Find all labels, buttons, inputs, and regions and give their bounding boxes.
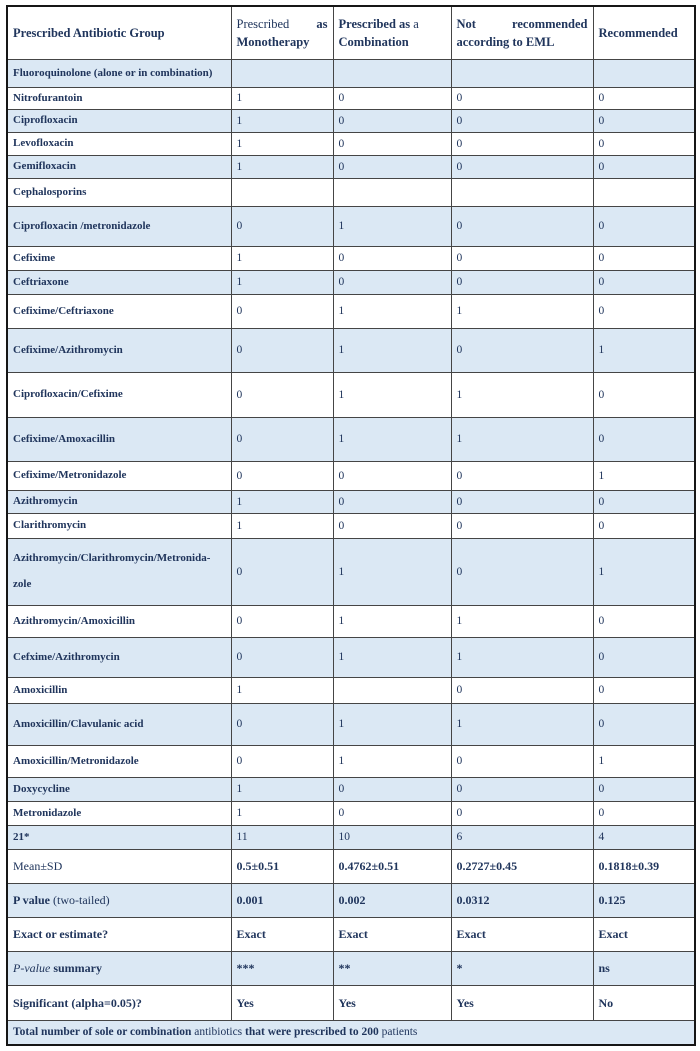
cell-recommended: 0 — [593, 133, 695, 156]
table-row — [7, 271, 695, 295]
header-recommended: Recommended — [593, 6, 695, 60]
cell-not-recommended: 0 — [451, 110, 593, 133]
cell-antibiotic-name: Azithromycin — [7, 491, 231, 514]
cell-antibiotic-name: 21* — [7, 826, 231, 850]
cell-monotherapy: Yes — [231, 986, 333, 1021]
cell-not-recommended: 0 — [451, 88, 593, 110]
cell-not-recommended: 0 — [451, 802, 593, 826]
header-combination — [333, 6, 451, 60]
cell-recommended: 0 — [593, 156, 695, 179]
stat-label-italic: P-value — [13, 961, 51, 975]
cell-monotherapy: Exact — [231, 918, 333, 952]
table-row — [7, 539, 695, 606]
header-row — [7, 6, 695, 60]
cell-monotherapy: 0 — [231, 207, 333, 247]
cell-recommended: 0 — [593, 207, 695, 247]
cell-stat-label — [7, 952, 231, 986]
cell-monotherapy: 1 — [231, 110, 333, 133]
table-row — [7, 704, 695, 746]
table-row — [7, 373, 695, 418]
stat-label-regular: (two-tailed) — [53, 893, 110, 907]
cell-monotherapy: 0 — [231, 704, 333, 746]
cell-combination: 0 — [333, 778, 451, 802]
table-row — [7, 491, 695, 514]
cell-not-recommended: 0 — [451, 247, 593, 271]
table-row — [7, 462, 695, 491]
cell-antibiotic-name: Ciprofloxacin — [7, 110, 231, 133]
cell-footer-total — [7, 1021, 695, 1046]
cell-recommended: 1 — [593, 329, 695, 373]
cell-not-recommended: 0 — [451, 156, 593, 179]
footer-text-bold: Total number of sole or combination — [13, 1026, 192, 1039]
cell-antibiotic-name: Cefixime/Metronidazole — [7, 462, 231, 491]
cell-monotherapy: 0 — [231, 539, 333, 606]
cell-combination — [333, 179, 451, 207]
cell-recommended: 4 — [593, 826, 695, 850]
cell-not-recommended: 0 — [451, 271, 593, 295]
cell-antibiotic-name: Cefixime — [7, 247, 231, 271]
cell-combination: 0.4762±0.51 — [333, 850, 451, 884]
header-antibiotic-group: Prescribed Antibiotic Group — [7, 6, 231, 60]
cell-combination: 0 — [333, 88, 451, 110]
cell-monotherapy: 1 — [231, 514, 333, 539]
cell-combination: 1 — [333, 539, 451, 606]
cell-not-recommended: 0 — [451, 133, 593, 156]
cell-recommended: 0 — [593, 110, 695, 133]
cell-monotherapy — [231, 179, 333, 207]
cell-antibiotic-name: Ceftriaxone — [7, 271, 231, 295]
header-text: Not — [456, 16, 476, 31]
cell-combination: 0 — [333, 156, 451, 179]
cell-antibiotic-name: Amoxicillin/Clavulanic acid — [7, 704, 231, 746]
header-combination-line1 — [339, 15, 446, 33]
cell-antibiotic-name: Cefixime/Amoxacillin — [7, 418, 231, 462]
cell-not-recommended: 6 — [451, 826, 593, 850]
cell-monotherapy: 0.5±0.51 — [231, 850, 333, 884]
cell-recommended — [593, 60, 695, 88]
cell-not-recommended: 0.2727±0.45 — [451, 850, 593, 884]
table-row-group-fluoroquinolone — [7, 60, 695, 88]
cell-monotherapy: 0 — [231, 295, 333, 329]
cell-antibiotic-name: Cefixime/Azithromycin — [7, 329, 231, 373]
cell-not-recommended: 1 — [451, 295, 593, 329]
cell-monotherapy: 1 — [231, 133, 333, 156]
cell-monotherapy: 0 — [231, 606, 333, 638]
cell-combination: 1 — [333, 207, 451, 247]
cell-antibiotic-name: Amoxicillin/Metronidazole — [7, 746, 231, 778]
cell-not-recommended — [451, 179, 593, 207]
stats-row-exact-or-estimate — [7, 918, 695, 952]
cell-monotherapy: 1 — [231, 88, 333, 110]
cell-monotherapy: 1 — [231, 778, 333, 802]
cell-not-recommended: 0 — [451, 539, 593, 606]
prescribed-antibiotics-table — [6, 5, 696, 1046]
cell-not-recommended: 0 — [451, 746, 593, 778]
cell-combination: 10 — [333, 826, 451, 850]
table-row — [7, 638, 695, 678]
footer-text-bold: that were prescribed to 200 — [245, 1026, 379, 1039]
stats-row-significant — [7, 986, 695, 1021]
cell-recommended: ns — [593, 952, 695, 986]
table-row — [7, 247, 695, 271]
antibiotic-name-line2: zole — [13, 578, 32, 590]
cell-antibiotic-name: Levofloxacin — [7, 133, 231, 156]
cell-recommended: 1 — [593, 746, 695, 778]
cell-combination: 1 — [333, 329, 451, 373]
cell-combination: 0 — [333, 110, 451, 133]
cell-monotherapy: 1 — [231, 247, 333, 271]
cell-antibiotic-name: Metronidazole — [7, 802, 231, 826]
cell-antibiotic-name: Cefixime/Ceftriaxone — [7, 295, 231, 329]
header-not-recommended-line1 — [457, 15, 588, 33]
cell-antibiotic-name: Nitrofurantoin — [7, 88, 231, 110]
cell-antibiotic-name — [7, 539, 231, 606]
cell-combination: 0 — [333, 133, 451, 156]
cell-antibiotic-name: Cefxime/Azithromycin — [7, 638, 231, 678]
cell-combination: Exact — [333, 918, 451, 952]
cell-monotherapy: 1 — [231, 491, 333, 514]
cell-antibiotic-name: Amoxicillin — [7, 678, 231, 704]
table-row — [7, 88, 695, 110]
table-row — [7, 207, 695, 247]
table-row — [7, 746, 695, 778]
cell-antibiotic-name: Ciprofloxacin /metronidazole — [7, 207, 231, 247]
header-not-recommended — [451, 6, 593, 60]
cell-combination: 0 — [333, 491, 451, 514]
cell-combination: 0 — [333, 514, 451, 539]
cell-combination: 1 — [333, 373, 451, 418]
cell-monotherapy: 1 — [231, 678, 333, 704]
cell-recommended: 0 — [593, 418, 695, 462]
cell-recommended: 1 — [593, 462, 695, 491]
cell-antibiotic-name: Ciprofloxacin/Cefixime — [7, 373, 231, 418]
cell-recommended: 0.1818±0.39 — [593, 850, 695, 884]
cell-recommended: 0 — [593, 271, 695, 295]
cell-recommended: 0 — [593, 373, 695, 418]
cell-recommended: 0 — [593, 638, 695, 678]
cell-not-recommended — [451, 60, 593, 88]
cell-monotherapy: 1 — [231, 802, 333, 826]
stat-label-bold: P value — [13, 893, 51, 907]
cell-not-recommended: * — [451, 952, 593, 986]
header-not-recommended-line2: according to EML — [456, 35, 555, 49]
cell-combination: Yes — [333, 986, 451, 1021]
antibiotic-name-line1: Azithromycin/Clarithromycin/Metronida- — [13, 552, 211, 565]
cell-not-recommended: 1 — [451, 638, 593, 678]
header-monotherapy-line2: Monotherapy — [236, 35, 310, 49]
cell-combination: 0 — [333, 247, 451, 271]
cell-antibiotic-name: Clarithromycin — [7, 514, 231, 539]
cell-not-recommended: 0 — [451, 678, 593, 704]
cell-recommended — [593, 179, 695, 207]
cell-monotherapy: 0 — [231, 638, 333, 678]
cell-monotherapy: 0.001 — [231, 884, 333, 918]
table-row — [7, 295, 695, 329]
table-row — [7, 678, 695, 704]
cell-recommended: No — [593, 986, 695, 1021]
cell-stat-label: Significant (alpha=0.05)? — [7, 986, 231, 1021]
stat-label-bold: summary — [53, 961, 102, 975]
cell-combination — [333, 60, 451, 88]
cell-monotherapy: 1 — [231, 271, 333, 295]
header-text: recommended — [512, 16, 588, 31]
cell-recommended: 0 — [593, 514, 695, 539]
cell-recommended: 0 — [593, 88, 695, 110]
cell-monotherapy: 0 — [231, 373, 333, 418]
header-text: Prescribed as — [338, 16, 411, 31]
cell-combination: 1 — [333, 638, 451, 678]
table-row — [7, 156, 695, 179]
cell-monotherapy: 0 — [231, 418, 333, 462]
cell-combination: ** — [333, 952, 451, 986]
table-row — [7, 514, 695, 539]
cell-antibiotic-name: Cephalosporins — [7, 179, 231, 207]
cell-recommended: 0 — [593, 802, 695, 826]
stats-row-p-value — [7, 884, 695, 918]
cell-combination: 1 — [333, 606, 451, 638]
cell-not-recommended: 0.0312 — [451, 884, 593, 918]
cell-recommended: 1 — [593, 539, 695, 606]
cell-monotherapy: 1 — [231, 156, 333, 179]
table-row — [7, 329, 695, 373]
footer-text-regular: patients — [381, 1026, 418, 1039]
cell-combination: 1 — [333, 704, 451, 746]
cell-recommended: Exact — [593, 918, 695, 952]
cell-stat-label — [7, 884, 231, 918]
cell-not-recommended: 0 — [451, 514, 593, 539]
cell-not-recommended: 0 — [451, 778, 593, 802]
cell-not-recommended: 1 — [451, 373, 593, 418]
cell-monotherapy: *** — [231, 952, 333, 986]
table-row-total-count — [7, 826, 695, 850]
header-text: as — [316, 16, 328, 31]
cell-monotherapy: 0 — [231, 462, 333, 491]
cell-antibiotic-name: Fluoroquinolone (alone or in combination) — [7, 60, 231, 88]
table-row — [7, 778, 695, 802]
footer-row-total — [7, 1021, 695, 1046]
header-text: Prescribed — [236, 16, 290, 31]
cell-combination: 0 — [333, 802, 451, 826]
table-row — [7, 606, 695, 638]
cell-recommended: 0 — [593, 678, 695, 704]
cell-combination: 1 — [333, 418, 451, 462]
header-monotherapy-line1 — [237, 15, 328, 33]
cell-recommended: 0 — [593, 778, 695, 802]
cell-antibiotic-name: Gemifloxacin — [7, 156, 231, 179]
cell-monotherapy: 11 — [231, 826, 333, 850]
table-row — [7, 110, 695, 133]
table-row — [7, 418, 695, 462]
header-combination-line2: Combination — [338, 35, 409, 49]
table-row-group-cephalosporins — [7, 179, 695, 207]
cell-not-recommended: Exact — [451, 918, 593, 952]
header-text: a — [413, 16, 419, 31]
cell-not-recommended: 0 — [451, 207, 593, 247]
cell-combination: 0 — [333, 271, 451, 295]
cell-stat-label: Exact or estimate? — [7, 918, 231, 952]
cell-recommended: 0 — [593, 295, 695, 329]
cell-recommended: 0 — [593, 704, 695, 746]
cell-stat-label: Mean±SD — [7, 850, 231, 884]
cell-recommended: 0 — [593, 606, 695, 638]
cell-combination — [333, 678, 451, 704]
cell-recommended: 0 — [593, 491, 695, 514]
cell-antibiotic-name: Azithromycin/Amoxicillin — [7, 606, 231, 638]
table-row — [7, 133, 695, 156]
table-row — [7, 802, 695, 826]
cell-not-recommended: 0 — [451, 462, 593, 491]
footer-text-regular: antibiotics — [194, 1026, 243, 1039]
cell-combination: 1 — [333, 295, 451, 329]
cell-not-recommended: 0 — [451, 491, 593, 514]
cell-antibiotic-name: Doxycycline — [7, 778, 231, 802]
cell-not-recommended: 1 — [451, 606, 593, 638]
cell-monotherapy: 0 — [231, 329, 333, 373]
cell-recommended: 0.125 — [593, 884, 695, 918]
header-monotherapy — [231, 6, 333, 60]
stats-row-mean-sd — [7, 850, 695, 884]
cell-not-recommended: 1 — [451, 418, 593, 462]
cell-not-recommended: 0 — [451, 329, 593, 373]
cell-recommended: 0 — [593, 247, 695, 271]
cell-not-recommended: 1 — [451, 704, 593, 746]
cell-combination: 0 — [333, 462, 451, 491]
stats-row-p-value-summary — [7, 952, 695, 986]
cell-not-recommended: Yes — [451, 986, 593, 1021]
cell-monotherapy — [231, 60, 333, 88]
cell-combination: 0.002 — [333, 884, 451, 918]
cell-combination: 1 — [333, 746, 451, 778]
cell-monotherapy: 0 — [231, 746, 333, 778]
